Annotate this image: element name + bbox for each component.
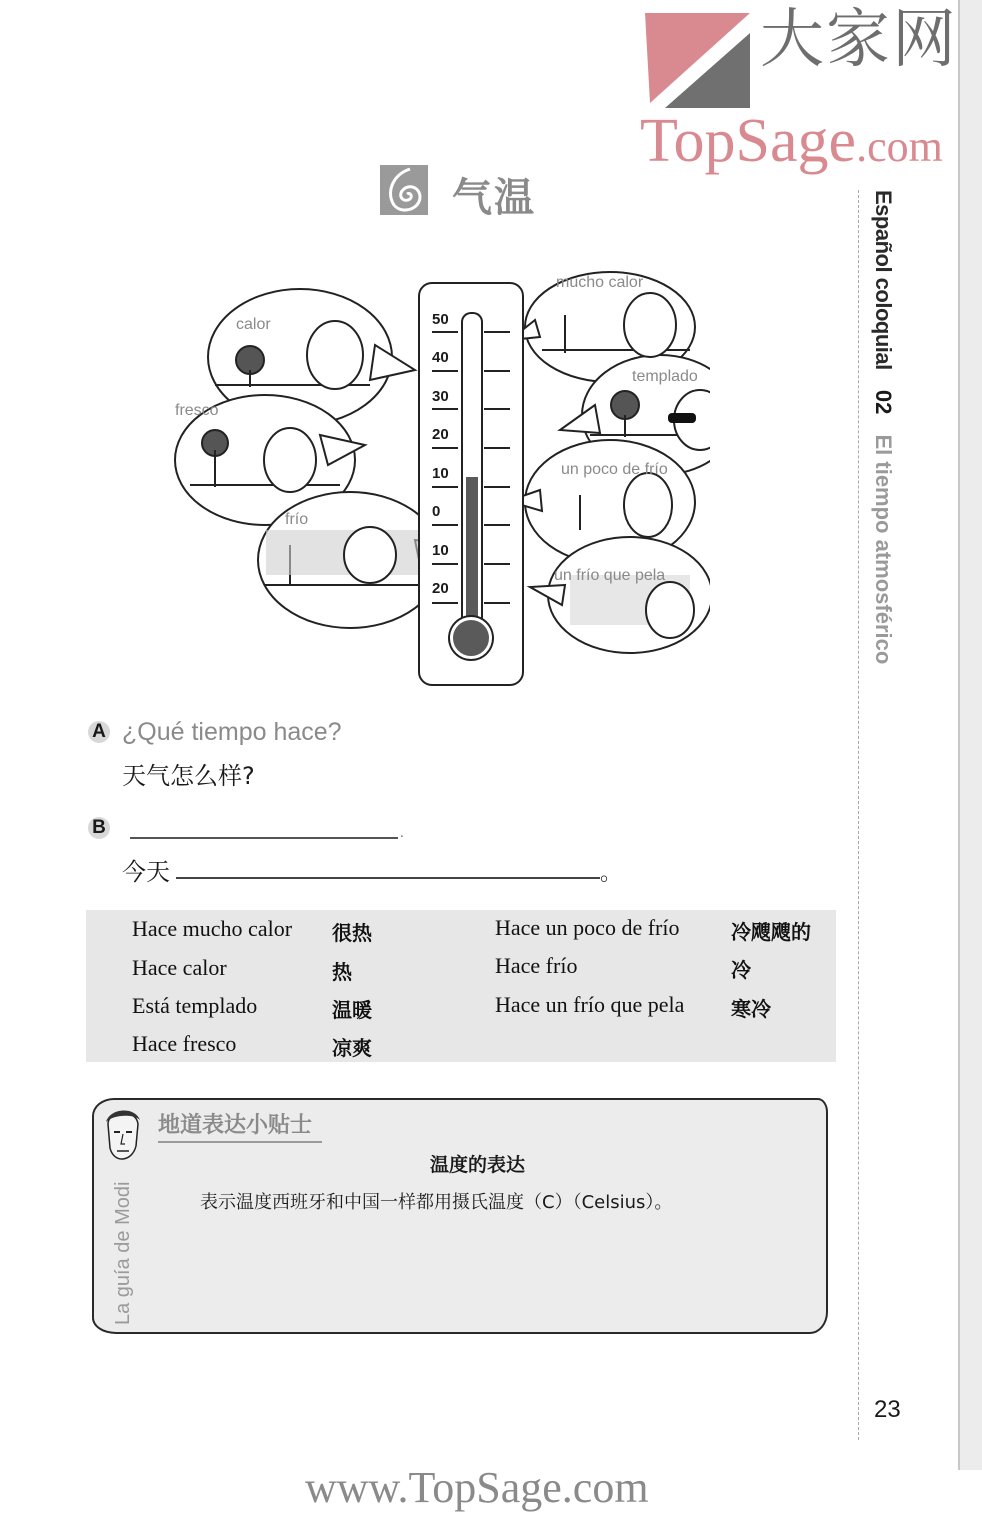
page-edge-strip	[958, 0, 982, 1470]
vocab-es: Hace mucho calor	[132, 916, 293, 941]
bubble-label-templado: templado	[632, 368, 698, 385]
spiral-icon	[380, 165, 428, 215]
speaker-b-badge: B	[88, 817, 110, 839]
answer-spanish-period: .	[400, 826, 404, 840]
margin-divider	[858, 190, 859, 1440]
tick-label: 50	[432, 311, 449, 328]
vocab-zh: 温暖	[332, 998, 372, 1022]
topsage-logo-icon	[640, 8, 755, 123]
section-title: 气温	[452, 174, 536, 221]
tick-mark	[484, 563, 510, 565]
vocab-zh: 冷	[731, 958, 751, 982]
vocab-zh: 冷飕飕的	[731, 920, 811, 944]
tick-mark	[484, 524, 510, 526]
answer-chinese-blank[interactable]	[176, 877, 600, 879]
vocab-es: Está templado	[132, 993, 258, 1018]
tip-body: 表示温度西班牙和中国一样都用摄氏温度（C）（Celsius）。	[200, 1192, 673, 1213]
vocab-zh: 凉爽	[332, 1036, 372, 1060]
tick-label: 30	[432, 388, 449, 405]
tick-mark	[432, 602, 458, 604]
thermometer-bulb	[450, 617, 492, 659]
vocab-es: Hace fresco	[132, 1031, 237, 1056]
logo-chinese-text: 大家网	[760, 3, 958, 77]
tick-mark	[432, 447, 458, 449]
tick-mark	[484, 370, 510, 372]
vocab-zh: 热	[332, 960, 352, 984]
chapter-title: El tiempo atmosférico	[871, 434, 896, 665]
tick-mark	[432, 486, 458, 488]
running-header	[868, 190, 898, 680]
speaker-a-badge: A	[88, 721, 110, 743]
tick-mark	[484, 602, 510, 604]
tick-mark	[484, 408, 510, 410]
modi-face-icon	[100, 1106, 144, 1170]
tick-mark	[432, 524, 458, 526]
thermometer-mercury	[466, 477, 478, 632]
tick-label: 0	[432, 503, 441, 520]
logo-english-text: TopSage.com	[640, 107, 943, 175]
vocabulary-panel	[86, 910, 836, 1062]
vocab-es: Hace frío	[495, 953, 578, 978]
tip-side-label: La guía de Modi	[112, 1181, 134, 1325]
vocab-es: Hace calor	[132, 955, 227, 980]
tick-mark	[484, 447, 510, 449]
tick-mark	[432, 408, 458, 410]
vocab-zh: 寒冷	[731, 997, 771, 1021]
answer-chinese-prefix: 今天	[122, 858, 170, 886]
tick-label: 10	[432, 465, 449, 482]
thermometer	[418, 282, 524, 685]
tick-mark	[432, 331, 458, 333]
bubble-label-mucho-calor: mucho calor	[556, 274, 644, 291]
bubble-label-un-frio-que-pela: un frío que pela	[554, 567, 666, 584]
page-number: 23	[874, 1396, 901, 1423]
footer-url: www.TopSage.com	[305, 1463, 649, 1512]
tick-mark	[484, 331, 510, 333]
tick-label: 40	[432, 349, 449, 366]
question-chinese: 天气怎么样?	[122, 762, 255, 790]
bubble-label-frio: frío	[285, 511, 309, 528]
tip-heading: 地道表达小贴士	[158, 1108, 322, 1143]
chapter-number: 02	[871, 389, 896, 415]
tick-label: 20	[432, 426, 449, 443]
vocab-es: Hace un frío que pela	[495, 992, 685, 1017]
vocab-zh: 很热	[332, 921, 372, 945]
tick-mark	[432, 370, 458, 372]
question-spanish: ¿Qué tiempo hace?	[122, 718, 342, 746]
book-title: Español coloquial	[871, 190, 896, 370]
tick-label: 10	[432, 542, 449, 559]
vocab-es: Hace un poco de frío	[495, 915, 680, 940]
tip-subtitle: 温度的表达	[430, 1154, 526, 1176]
bubble-label-calor: calor	[236, 316, 271, 333]
tick-mark	[484, 486, 510, 488]
bubble-label-fresco: fresco	[175, 402, 219, 419]
bubble-label-un-poco-de-frio: un poco de frío	[561, 461, 668, 478]
answer-spanish-blank[interactable]	[130, 837, 398, 839]
answer-chinese-period: 。	[600, 861, 623, 886]
tick-label: 20	[432, 580, 449, 597]
tick-mark	[432, 563, 458, 565]
